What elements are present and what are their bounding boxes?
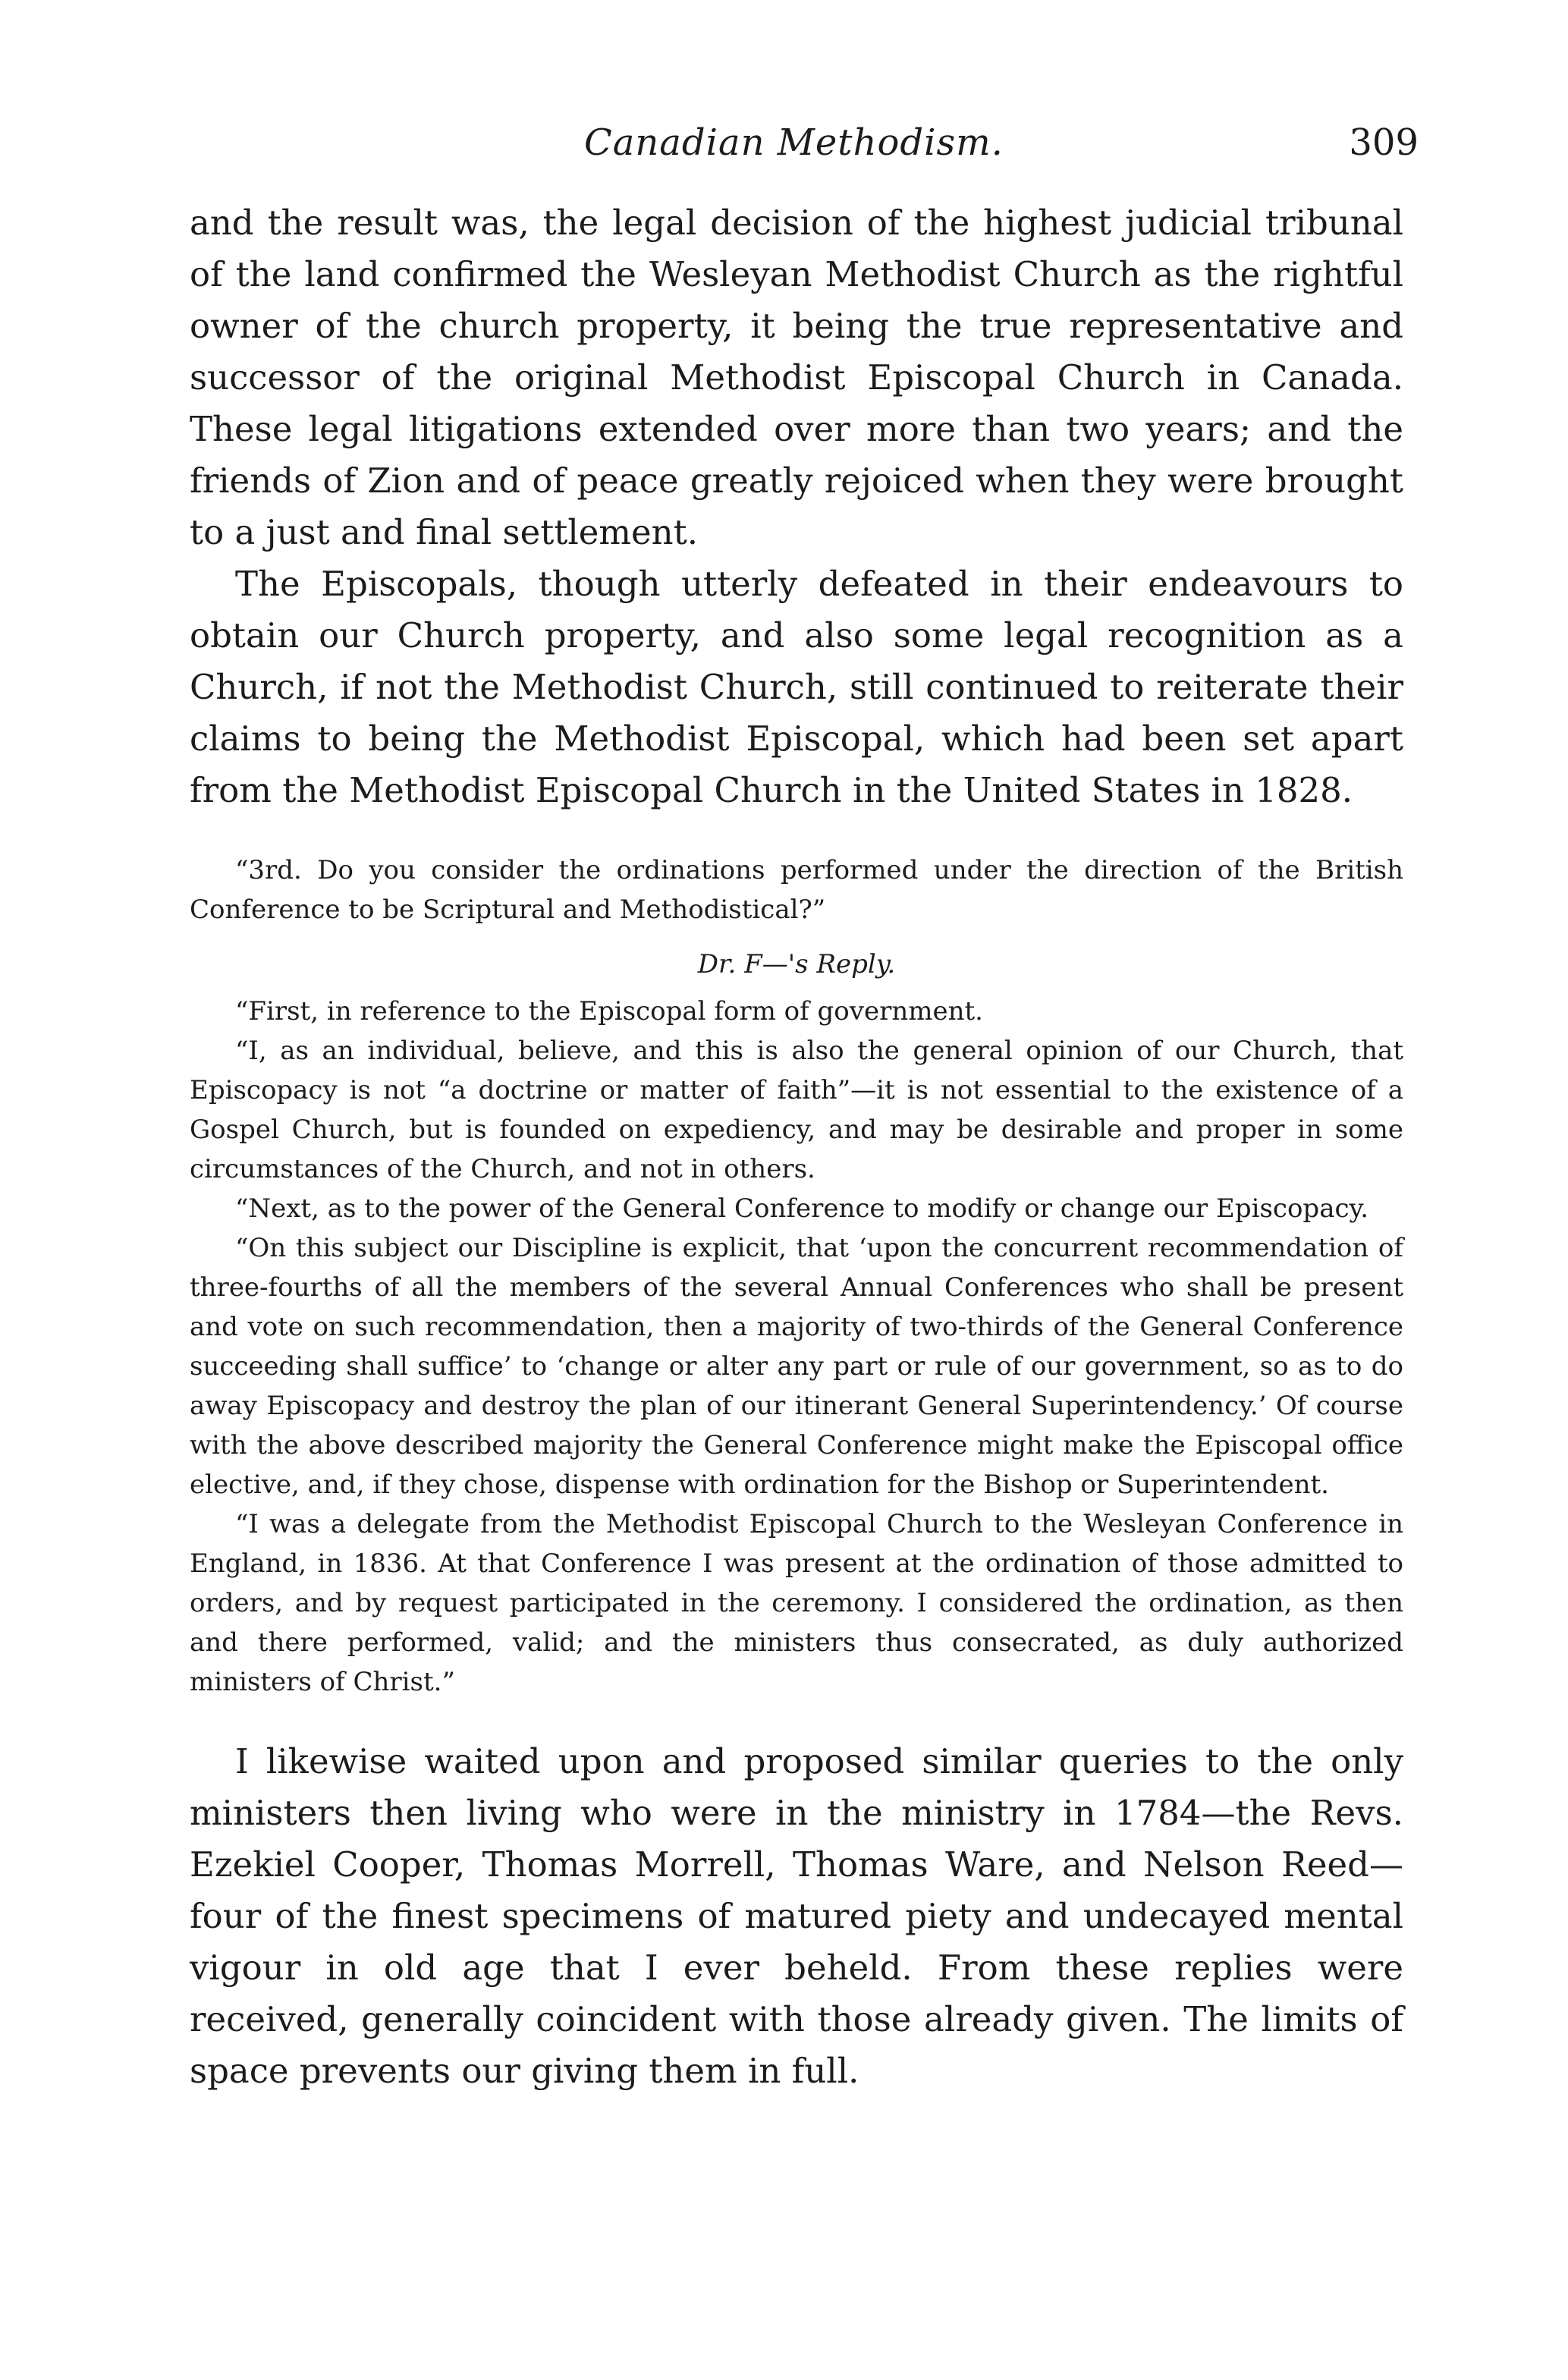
quoted-reply [190, 850, 1403, 1702]
paragraph-episcopals: The Episcopals, though utterly defeated in their endeavours to obtain our Church property, and also some legal recognition as a Church, if not the Methodist Church, still continued to reiterate their claims to being the Methodist Episcopal, which had been set apart from the Methodist Episcopal Church in the United States in 1828. [190, 564, 1403, 810]
quote-paragraph: “On this subject our Discipline is explicit, that ‘upon the concurrent recommendation of three-fourths of all the members of the several Annual Conferences who shall be present and vote on such recommendation, then a majority of two-thirds of the General Conference succeeding shall suffice’ to ‘change or alter any part or rule of our government, so as to do away Episcopacy and destroy the plan of our itinerant General Superintendency.’ Of course with the above described majority the General Conference might make the Episcopal office elective, and, if they chose, dispense with ordination for the Bishop or Superintendent. [190, 1233, 1403, 1500]
running-title: Canadian Methodism. [584, 121, 1004, 164]
paragraph-continued: and the result was, the legal decision of the highest judicial tribunal of the land confirmed the Wesleyan Methodist Church as the rightful owner of the church property, it being the true representative and successor of the original Methodist Episcopal Church in Canada. These legal litigations extended over more than two years; and the friends of Zion and of peace greatly rejoiced when they were brought to a just and final settlement. [190, 203, 1403, 552]
quote-paragraph: “I was a delegate from the Methodist Episcopal Church to the Wesleyan Conference in England, in 1836. At that Conference I was present at the ordination of those admitted to orders, and by request participated in the ceremony. I considered the ordination, as then and there performed, valid; and the ministers thus consecrated, as duly authorized ministers of Christ.” [190, 1509, 1403, 1697]
page-number: 309 [1349, 121, 1419, 164]
book-page [190, 121, 1419, 2097]
running-head [190, 121, 1419, 182]
quote-question: “3rd. Do you consider the ordinations performed under the direction of the British Conference to be Scriptural and Methodistical?” [190, 855, 1403, 925]
quote-paragraph: “Next, as to the power of the General Conference to modify or change our Episcopacy. [235, 1193, 1369, 1224]
reply-heading: Dr. F—'s Reply. [697, 949, 896, 979]
paragraph-closing: I likewise waited upon and proposed similar queries to the only ministers then living who were in the ministry in 1784—the Revs. Ezekiel Cooper, Thomas Morrell, Thomas Ware, and Nelson Reed—four of the finest specimens of matured piety and undecayed mental vigour in old age that I ever beheld. From these replies were received, generally coincident with those already given. The limits of space prevents our giving them in full. [190, 1741, 1403, 2091]
quote-paragraph: “First, in reference to the Episcopal form of government. [235, 996, 983, 1027]
main-text [190, 197, 1403, 816]
quote-paragraph: “I, as an individual, believe, and this is also the general opinion of our Church, that Episcopacy is not “a doctrine or matter of faith”—it is not essential to the existence of a Gospel Church, but is founded on expediency, and may be desirable and proper in some circumstances of the Church, and not in others. [190, 1036, 1403, 1184]
closing-text [190, 1736, 1403, 2097]
